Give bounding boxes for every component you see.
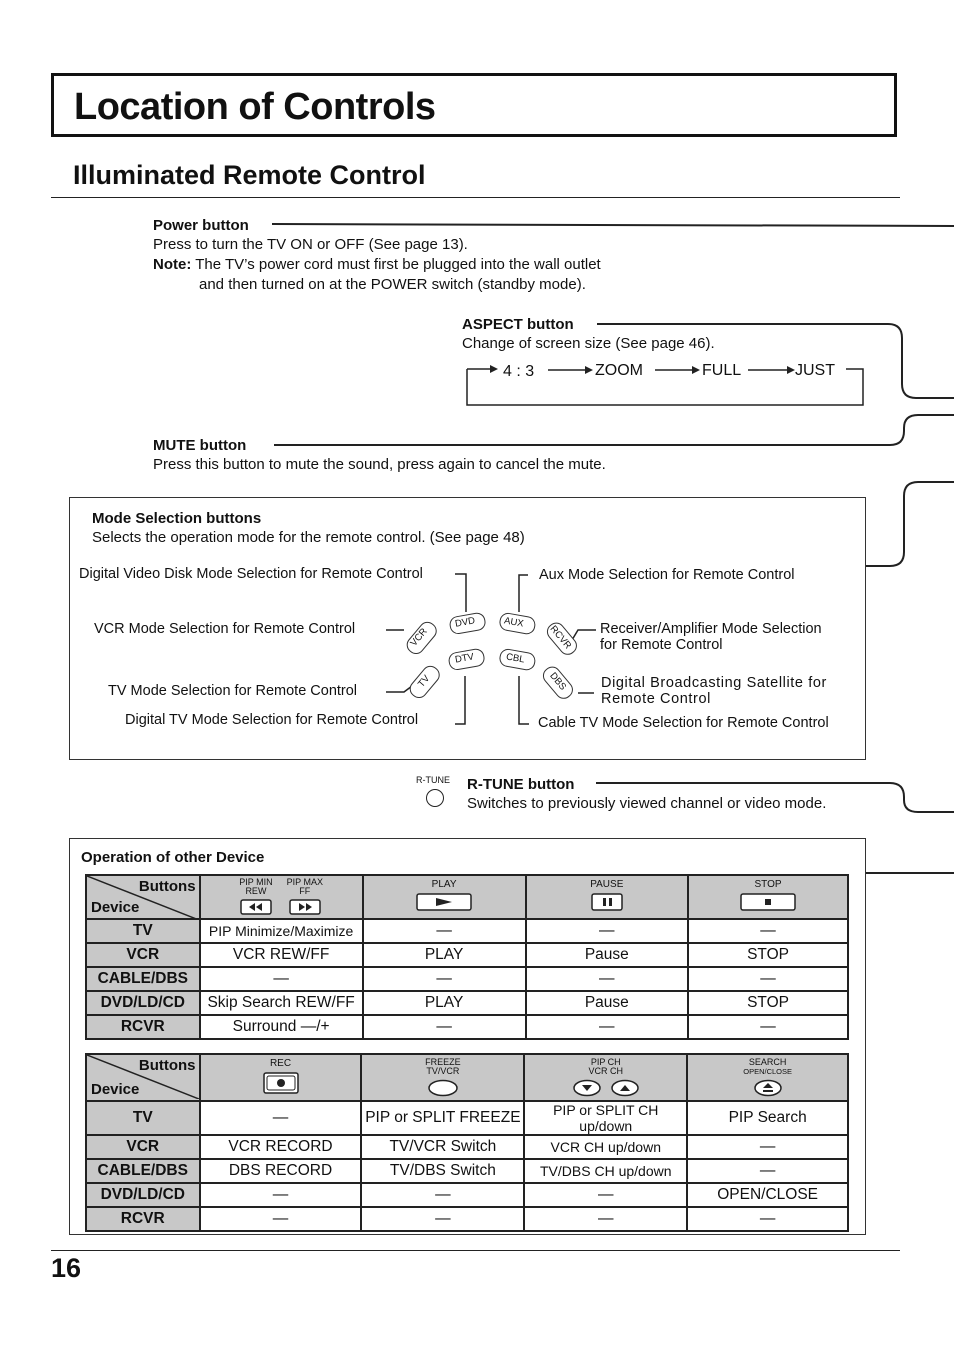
table-row (86, 1183, 848, 1207)
function-cell: STOP (688, 991, 848, 1015)
header-pipch-label: PIP CH (590, 1057, 621, 1067)
header-tvvcr-label: TV/VCR (426, 1066, 460, 1076)
function-cell: PLAY (363, 991, 526, 1015)
header-rew-ff (200, 875, 363, 919)
ff-icon[interactable] (289, 899, 321, 915)
mode-key-rcvr[interactable]: RCVR (547, 623, 574, 652)
cbl-mode-desc: Cable TV Mode Selection for Remote Control (538, 715, 829, 731)
mode-key-dbs[interactable]: DBS (547, 670, 569, 693)
function-cell: Pause (526, 991, 689, 1015)
header-stop-label: STOP (754, 879, 782, 890)
device-cell: CABLE/DBS (86, 1159, 200, 1183)
note-text: The TV’s power cord must first be plugged into the wall outlet (195, 256, 601, 273)
rcvr-mode-desc (600, 621, 822, 653)
rtune-icon-label: R-TUNE (416, 775, 450, 785)
ch-up-down-icon[interactable] (571, 1079, 641, 1097)
rtune-button-desc: Switches to previously viewed channel or video mode. (467, 795, 827, 812)
header-pause-label: PAUSE (590, 879, 624, 890)
function-cell: PIP Minimize/Maximize (200, 919, 363, 943)
header-pipmin-label: PIP MIN (239, 877, 273, 887)
function-cell: PIP Search (687, 1101, 848, 1135)
function-cell: — (200, 1101, 362, 1135)
table-row (86, 943, 848, 967)
table-corner (86, 875, 200, 919)
corner-buttons-label: Buttons (138, 878, 196, 895)
function-cell: — (526, 1015, 689, 1039)
function-cell: — (524, 1183, 687, 1207)
function-cell: — (524, 1207, 687, 1231)
device-cell: DVD/LD/CD (86, 1183, 200, 1207)
dbs-mode-desc (601, 675, 827, 707)
aspect-button-desc: Change of screen size (See page 46). (462, 335, 715, 352)
function-cell: TV/VCR Switch (361, 1135, 524, 1159)
operation-label: Operation of other Device (81, 849, 265, 866)
device-cell: DVD/LD/CD (86, 991, 200, 1015)
function-cell: — (687, 1135, 848, 1159)
footer-rule (51, 1250, 900, 1251)
function-cell: — (363, 1015, 526, 1039)
rcvr-mode-desc-line1: Receiver/Amplifier Mode Selection (600, 621, 822, 637)
function-cell: — (526, 919, 689, 943)
table-row (86, 1207, 848, 1231)
function-cell: — (526, 967, 689, 991)
device-cell: CABLE/DBS (86, 967, 200, 991)
function-cell: — (687, 1207, 848, 1231)
function-cell: Skip Search REW/FF (200, 991, 363, 1015)
table-corner (86, 1054, 200, 1101)
rec-icon[interactable] (263, 1072, 299, 1094)
header-pip-ch (524, 1054, 687, 1101)
table-row (86, 1135, 848, 1159)
rtune-button-label: R-TUNE button (467, 776, 575, 793)
dtv-mode-desc: Digital TV Mode Selection for Remote Control (125, 712, 419, 728)
header-freeze (361, 1054, 524, 1101)
function-cell: STOP (688, 943, 848, 967)
page-title: Location of Controls (74, 86, 436, 128)
aspect-mode-full: FULL (702, 362, 742, 379)
rcvr-mode-desc-line2: for Remote Control (600, 637, 723, 653)
aspect-mode-just: JUST (795, 362, 835, 379)
header-pipmax-label: PIP MAX (286, 877, 323, 887)
mode-selection-label: Mode Selection buttons (92, 510, 262, 527)
header-play (363, 875, 526, 919)
table-row (86, 919, 848, 943)
table-header-row (86, 1054, 848, 1101)
operation-table-1 (85, 874, 849, 1040)
table-header-row (86, 875, 848, 919)
function-cell: DBS RECORD (200, 1159, 362, 1183)
device-cell: TV (86, 1101, 200, 1135)
play-icon[interactable] (416, 893, 472, 911)
aspect-mode-zoom: ZOOM (595, 362, 643, 379)
header-rew-label: REW (245, 886, 267, 896)
function-cell: VCR RECORD (200, 1135, 362, 1159)
device-cell: TV (86, 919, 200, 943)
note-label: Note: (153, 256, 192, 273)
corner-buttons-label: Buttons (138, 1057, 196, 1074)
section-title: Illuminated Remote Control (73, 160, 426, 190)
mode-key-vcr[interactable]: VCR (408, 626, 430, 649)
table-row (86, 967, 848, 991)
function-cell: — (363, 967, 526, 991)
device-cell: VCR (86, 1135, 200, 1159)
function-cell: — (688, 967, 848, 991)
vcr-mode-desc: VCR Mode Selection for Remote Control (94, 621, 356, 637)
function-cell: Pause (526, 943, 689, 967)
header-freeze-label: FREEZE (425, 1057, 461, 1067)
function-cell: OPEN/CLOSE (687, 1183, 848, 1207)
header-play-label: PLAY (431, 879, 457, 890)
mode-key-tv[interactable]: TV (415, 673, 433, 690)
function-cell: — (200, 1183, 362, 1207)
function-cell: VCR CH up/down (524, 1135, 687, 1159)
function-cell: — (688, 1015, 848, 1039)
function-cell: — (363, 919, 526, 943)
power-note-cont: and then turned on at the POWER switch (standby mode). (199, 276, 586, 293)
header-stop (688, 875, 848, 919)
corner-device-label: Device (91, 899, 140, 916)
function-cell: VCR REW/FF (200, 943, 363, 967)
function-cell: — (200, 1207, 362, 1231)
device-cell: RCVR (86, 1207, 200, 1231)
corner-device-label: Device (91, 1081, 140, 1098)
operation-table-2 (85, 1053, 849, 1232)
mode-key-dvd[interactable]: DVD (454, 615, 476, 630)
header-vcrch-label: VCR CH (588, 1066, 624, 1076)
header-pause (526, 875, 689, 919)
table-row (86, 1015, 848, 1039)
mode-selection-desc: Selects the operation mode for the remote control. (See page 48) (92, 529, 525, 546)
pause-icon[interactable] (591, 893, 623, 911)
function-cell: TV/DBS CH up/down (524, 1159, 687, 1183)
stop-icon[interactable] (740, 893, 796, 911)
dbs-mode-desc-line2: Remote Control (601, 691, 711, 707)
header-rec-label: REC (269, 1058, 292, 1069)
rtune-button-icon[interactable] (426, 789, 444, 807)
header-search (687, 1054, 848, 1101)
mode-key-dtv[interactable]: DTV (454, 651, 475, 666)
header-openclose-label: OPEN/CLOSE (743, 1067, 792, 1076)
header-rec (200, 1054, 362, 1101)
dvd-mode-desc: Digital Video Disk Mode Selection for Remote Control (79, 566, 423, 582)
table-row (86, 1159, 848, 1183)
function-cell: — (688, 919, 848, 943)
function-cell: PIP or SPLIT CH up/down (524, 1101, 687, 1135)
aux-mode-desc: Aux Mode Selection for Remote Control (539, 567, 795, 583)
function-cell: — (200, 967, 363, 991)
mute-button-label: MUTE button (153, 437, 247, 454)
table-row (86, 991, 848, 1015)
tv-mode-desc: TV Mode Selection for Remote Control (108, 683, 358, 699)
device-cell: VCR (86, 943, 200, 967)
function-cell: — (687, 1159, 848, 1183)
function-cell: PIP or SPLIT FREEZE (361, 1101, 524, 1135)
function-cell: TV/DBS Switch (361, 1159, 524, 1183)
function-cell: PLAY (363, 943, 526, 967)
table-row (86, 1101, 848, 1135)
dbs-mode-desc-line1: Digital Broadcasting Satellite for (601, 675, 827, 691)
freeze-icon[interactable] (427, 1079, 459, 1097)
mode-key-cbl[interactable]: CBL (505, 651, 526, 666)
header-ff-label: FF (299, 886, 311, 896)
rew-icon[interactable] (240, 899, 272, 915)
power-button-desc: Press to turn the TV ON or OFF (See page 13). (153, 236, 468, 253)
mode-key-aux[interactable]: AUX (503, 615, 525, 630)
page-number: 16 (51, 1253, 82, 1283)
mute-button-desc: Press this button to mute the sound, press again to cancel the mute. (153, 456, 606, 473)
power-button-label: Power button (153, 217, 249, 234)
function-cell: — (361, 1183, 524, 1207)
device-cell: RCVR (86, 1015, 200, 1039)
aspect-button-label: ASPECT button (462, 316, 574, 333)
open-close-icon[interactable] (752, 1079, 784, 1097)
function-cell: — (361, 1207, 524, 1231)
function-cell: Surround —/+ (200, 1015, 363, 1039)
aspect-mode-43: 4 : 3 (503, 363, 535, 380)
header-search-label: SEARCH (748, 1057, 787, 1067)
